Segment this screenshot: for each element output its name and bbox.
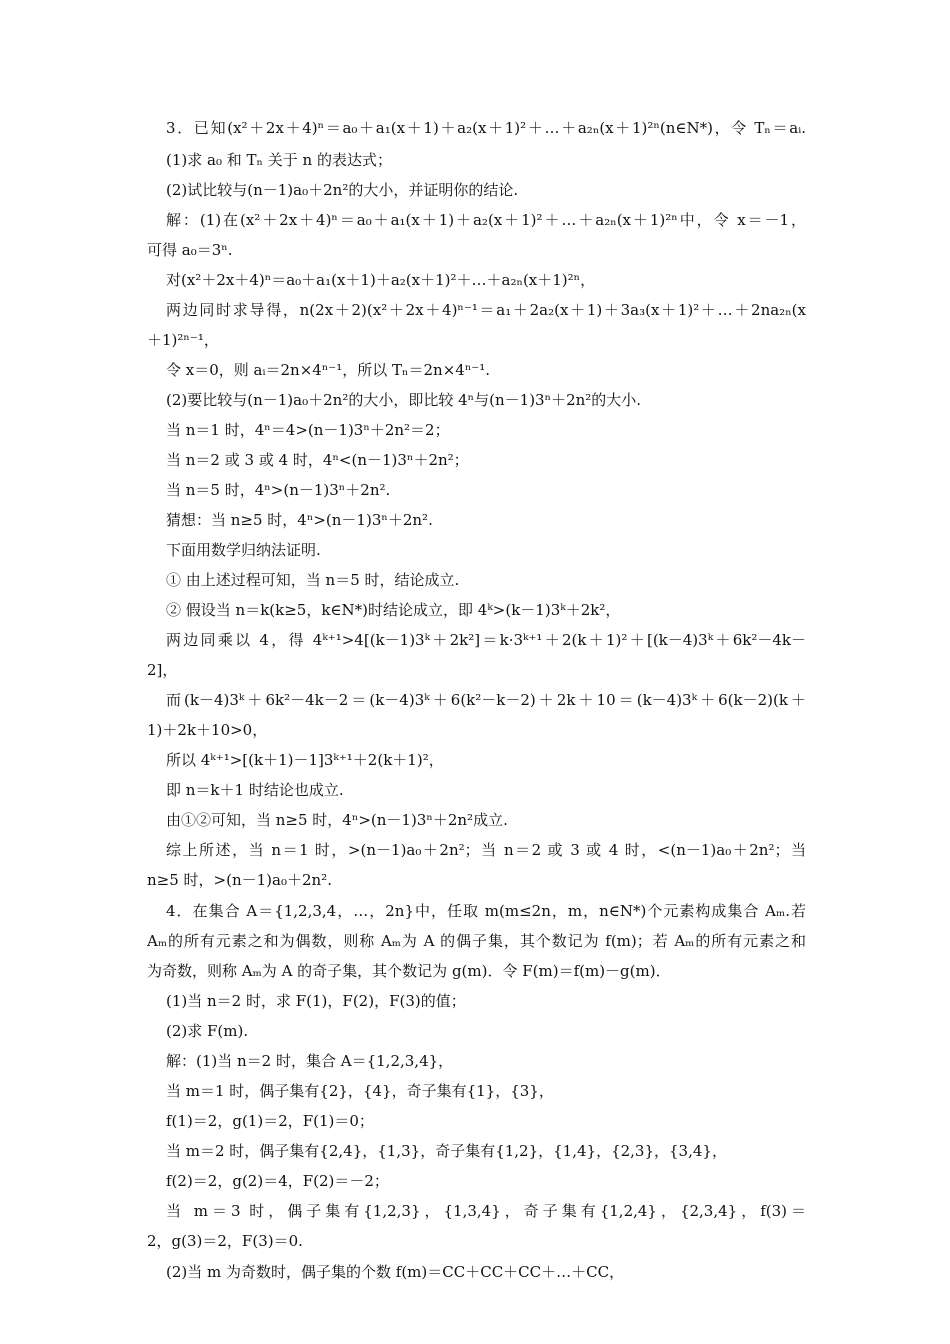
problem-4-statement: Aₘ的所有元素之和为偶数，则称 Aₘ为 A 的偶子集，其个数记为 f(m)；若 Aₘ的所有元素之和 — [147, 932, 806, 950]
problem-3-part-2: (2)试比较与(n－1)a₀＋2n²的大小，并证明你的结论. — [166, 181, 519, 199]
solution-line: ② 假设当 n＝k(k≥5，k∈N*)时结论成立，即 4ᵏ>(k－1)3ᵏ＋2k²， — [166, 601, 621, 619]
solution-line: 而(k－4)3ᵏ＋6k²－4k－2＝(k－4)3ᵏ＋6(k²－k－2)＋2k＋10＝(k－4)3ᵏ＋6(k－2)(k＋ — [166, 691, 806, 709]
solution-line: ＋1)²ⁿ⁻¹， — [147, 331, 219, 349]
solution-line: (2)要比较与(n－1)a₀＋2n²的大小，即比较 4ⁿ与(n－1)3ⁿ＋2n²的大小. — [166, 391, 642, 409]
solution-line: 猜想：当 n≥5 时，4ⁿ>(n－1)3ⁿ＋2n². — [166, 511, 433, 529]
solution-line: 对(x²＋2x＋4)ⁿ＝a₀＋a₁(x＋1)＋a₂(x＋1)²＋…＋a₂ₙ(x＋1)²ⁿ， — [166, 271, 596, 289]
solution-line: 解：(1)当 n＝2 时，集合 A＝{1,2,3,4}， — [166, 1052, 454, 1070]
solution-line: 由①②可知，当 n≥5 时，4ⁿ>(n－1)3ⁿ＋2n²成立. — [166, 811, 508, 829]
problem-4-statement: 4．在集合 A＝{1,2,3,4，…，2n}中，任取 m(m≤2n，m，n∈N*)个元素构成集合 Aₘ.若 — [166, 902, 806, 920]
solution-line: ① 由上述过程可知，当 n＝5 时，结论成立. — [166, 571, 460, 589]
solution-line: 令 x＝0，则 aᵢ＝2n×4ⁿ⁻¹，所以 Tₙ＝2n×4ⁿ⁻¹. — [166, 361, 491, 379]
solution-line: 当 m＝3 时，偶子集有{1,2,3}，{1,3,4}，奇子集有{1,2,4}，{2,3,4}，f(3)＝ — [166, 1202, 806, 1220]
solution-line: 可得 a₀＝3ⁿ. — [147, 241, 233, 259]
solution-line: 即 n＝k＋1 时结论也成立. — [166, 781, 344, 799]
solution-line: 当 m＝1 时，偶子集有{2}，{4}，奇子集有{1}，{3}， — [166, 1082, 554, 1100]
solution-line: 当 n＝2 或 3 或 4 时，4ⁿ<(n－1)3ⁿ＋2n²； — [166, 451, 469, 469]
solution-line: 所以 4ᵏ⁺¹>[(k＋1)－1]3ᵏ⁺¹＋2(k＋1)²， — [166, 751, 444, 769]
solution-line: 两边同时求导得，n(2x＋2)(x²＋2x＋4)ⁿ⁻¹＝a₁＋2a₂(x＋1)＋3a₃(x＋1)²＋…＋2na₂ₙ(x — [166, 301, 806, 319]
solution-line: 当 m＝2 时，偶子集有{2,4}，{1,3}，奇子集有{1,2}，{1,4}，{2,3}，{3,4}， — [166, 1142, 727, 1160]
solution-line: 综上所述，当 n＝1 时，>(n－1)a₀＋2n²；当 n＝2 或 3 或 4 时，<(n－1)a₀＋2n²；当 — [166, 841, 806, 859]
solution-line: 下面用数学归纳法证明. — [166, 541, 321, 559]
problem-4-part-2: (2)求 F(m). — [166, 1022, 249, 1040]
solution-line: 2]， — [147, 661, 178, 679]
problem-3-part-1: (1)求 a₀ 和 Tₙ 关于 n 的表达式； — [166, 151, 392, 169]
solution-line: 解：(1)在(x²＋2x＋4)ⁿ＝a₀＋a₁(x＋1)＋a₂(x＋1)²＋…＋a₂ₙ(x＋1)²ⁿ中，令 x＝－1， — [166, 211, 806, 229]
solution-line: f(1)＝2，g(1)＝2，F(1)＝0； — [166, 1112, 374, 1130]
solution-line: n≥5 时，>(n－1)a₀＋2n². — [147, 871, 332, 889]
solution-line: (2)当 m 为奇数时，偶子集的个数 f(m)＝CC＋CC＋CC＋…＋CC， — [166, 1263, 625, 1281]
solution-line: 1)＋2k＋10>0， — [147, 721, 268, 739]
solution-line: 两边同乘以 4，得 4ᵏ⁺¹>4[(k－1)3ᵏ＋2k²]＝k·3ᵏ⁺¹＋2(k＋1)²＋[(k－4)3ᵏ＋6k²－4k－ — [166, 631, 806, 649]
problem-4-statement: 为奇数，则称 Aₘ为 A 的奇子集，其个数记为 g(m)．令 F(m)＝f(m)－g(m)． — [147, 962, 671, 980]
solution-line: 2，g(3)＝2，F(3)＝0. — [147, 1232, 303, 1250]
solution-line: 当 n＝5 时，4ⁿ>(n－1)3ⁿ＋2n². — [166, 481, 391, 499]
problem-3-statement: 3．已知(x²＋2x＋4)ⁿ＝a₀＋a₁(x＋1)＋a₂(x＋1)²＋…＋a₂ₙ(x＋1)²ⁿ(n∈N*)，令 Tₙ＝aᵢ. — [166, 119, 806, 137]
solution-line: f(2)＝2，g(2)＝4，F(2)＝－2； — [166, 1172, 389, 1190]
solution-line: 当 n＝1 时，4ⁿ＝4>(n－1)3ⁿ＋2n²＝2； — [166, 421, 450, 439]
problem-4-part-1: (1)当 n＝2 时，求 F(1)，F(2)，F(3)的值； — [166, 992, 466, 1010]
